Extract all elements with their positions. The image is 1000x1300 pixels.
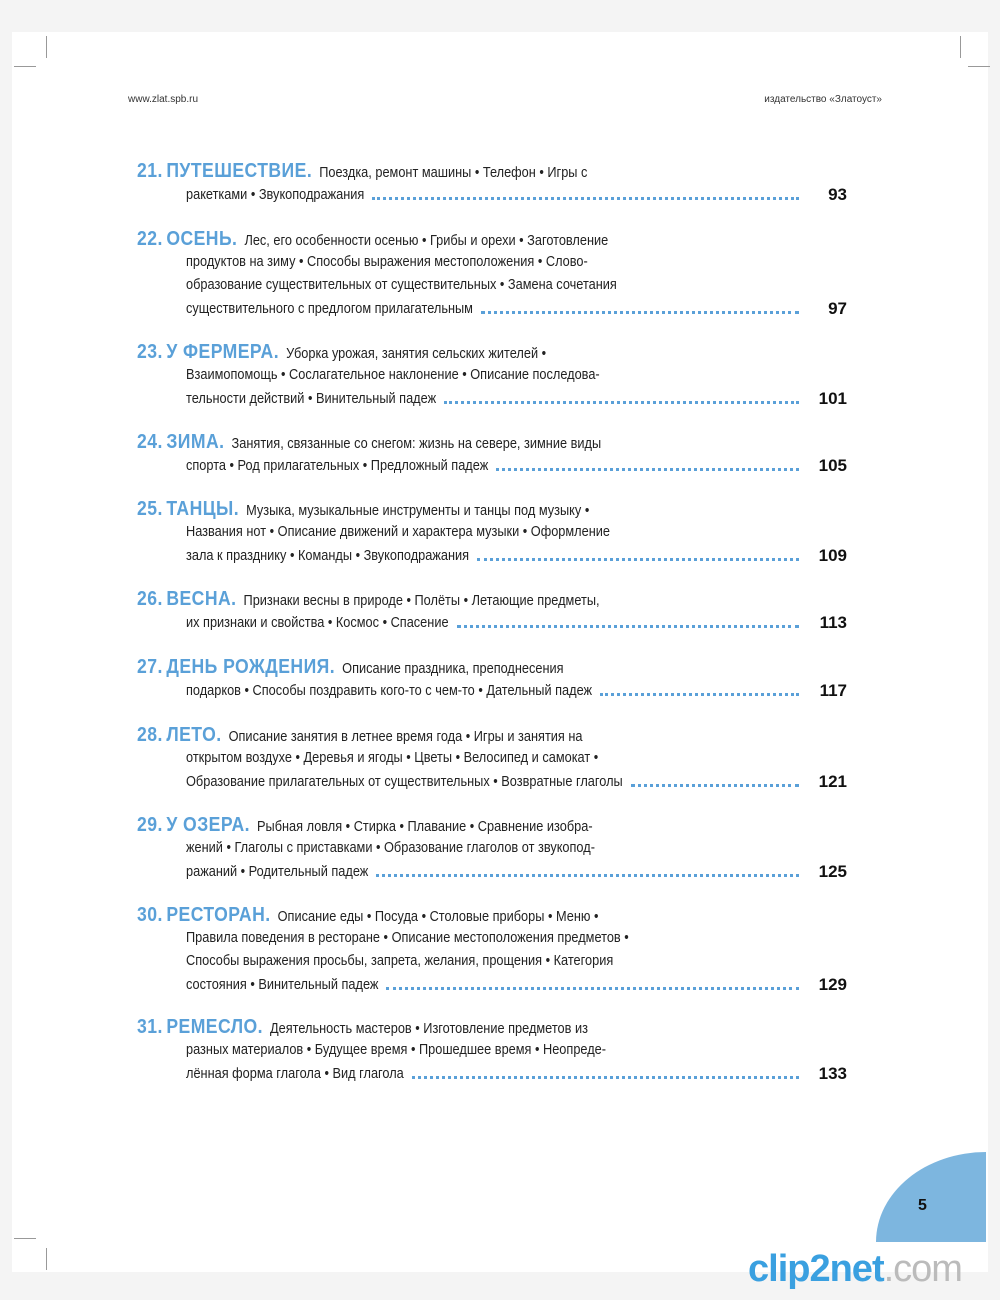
entry-page-number: 101 [818, 388, 847, 408]
entry-page-number: 117 [819, 680, 847, 700]
toc-entry [137, 228, 847, 320]
entry-topics: Взаимопомощь • Сослагательное наклонение • Описание последова- [186, 367, 600, 383]
entry-topics: образование существительных от существительных • Замена сочетания [186, 277, 617, 293]
entry-topics: продуктов на зиму • Способы выражения местоположения • Слово- [186, 254, 588, 270]
entry-page-number: 121 [818, 771, 847, 791]
entry-topics: подарков • Способы поздравить кого-то с чем-то • Дательный падеж [186, 682, 593, 699]
crop-mark [968, 66, 990, 67]
toc-entry [137, 814, 847, 883]
entry-page-number: 133 [818, 1063, 847, 1083]
entry-title: У ОЗЕРА. [166, 814, 250, 836]
toc-entry [137, 160, 847, 206]
entry-title: ПУТЕШЕСТВИЕ. [166, 160, 313, 182]
leader-dots [412, 1076, 799, 1079]
toc-entry [137, 341, 847, 410]
entry-title: РЕСТОРАН. [166, 904, 271, 926]
entry-page-number: 109 [818, 545, 847, 565]
entry-topics: Описание праздника, преподнесения [342, 661, 564, 677]
entry-topics: Описание еды • Посуда • Столовые приборы • Меню • [277, 909, 599, 925]
leader-dots [600, 693, 799, 696]
entry-number: 22. [137, 228, 163, 250]
entry-page-number: 129 [818, 974, 847, 994]
entry-topics: существительного с предлогом прилагательным [186, 300, 473, 317]
page-number: 5 [918, 1197, 927, 1214]
entry-title: ЛЕТО. [166, 724, 222, 746]
entry-topics: спорта • Род прилагательных • Предложный падеж [186, 457, 489, 474]
entry-topics: Способы выражения просьбы, запрета, желания, прощения • Категория [186, 953, 614, 969]
entry-topics: Уборка урожая, занятия сельских жителей • [286, 346, 547, 362]
entry-topics: Музыка, музыкальные инструменты и танцы под музыку • [246, 503, 590, 519]
toc-entry [137, 1016, 847, 1085]
leader-dots [444, 401, 799, 404]
header-publisher: издательство «Златоуст» [764, 94, 882, 105]
toc-entry [137, 588, 847, 634]
entry-title: ЗИМА. [166, 431, 225, 453]
leader-dots [481, 311, 799, 314]
entry-number: 28. [137, 724, 163, 746]
entry-topics: Признаки весны в природе • Полёты • Летающие предметы, [243, 593, 600, 609]
watermark-logo: clip2net.com [748, 1248, 962, 1290]
entry-page-number: 125 [818, 861, 847, 881]
entry-topics: открытом воздухе • Деревья и ягоды • Цветы • Велосипед и самокат • [186, 750, 599, 766]
header-url: www.zlat.spb.ru [128, 94, 199, 105]
crop-mark [14, 66, 36, 67]
entry-topics: Названия нот • Описание движений и характера музыки • Оформление [186, 524, 610, 540]
document-page [12, 32, 988, 1272]
leader-dots [386, 987, 799, 990]
entry-topics: Лес, его особенности осенью • Грибы и орехи • Заготовление [244, 233, 609, 249]
entry-topics: Описание занятия в летнее время года • Игры и занятия на [228, 729, 583, 745]
entry-topics: Рыбная ловля • Стирка • Плавание • Сравнение изобра- [257, 819, 593, 835]
toc-entry [137, 724, 847, 793]
entry-number: 27. [137, 656, 163, 678]
crop-mark [960, 36, 961, 58]
entry-title: ТАНЦЫ. [166, 498, 240, 520]
entry-topics: зала к празднику • Команды • Звукоподражания [186, 547, 470, 564]
entry-number: 24. [137, 431, 163, 453]
entry-page-number: 113 [819, 612, 847, 632]
leader-dots [496, 468, 799, 471]
toc-entry [137, 498, 847, 567]
entry-topics: Занятия, связанные со снегом: жизнь на севере, зимние виды [231, 436, 602, 452]
entry-number: 31. [137, 1016, 163, 1038]
leader-dots [376, 874, 799, 877]
leader-dots [477, 558, 799, 561]
entry-topics: жений • Глаголы с приставками • Образование глаголов от звукопод- [186, 840, 595, 856]
entry-title: ОСЕНЬ. [166, 228, 238, 250]
entry-number: 26. [137, 588, 163, 610]
entry-topics: ракетками • Звукоподражания [186, 186, 365, 203]
entry-topics: ражаний • Родительный падеж [186, 863, 369, 880]
toc-entry [137, 656, 847, 702]
entry-page-number: 105 [818, 455, 847, 475]
crop-mark [46, 36, 47, 58]
toc-entry [137, 904, 847, 996]
entry-topics: тельности действий • Винительный падеж [186, 390, 437, 407]
entry-title: У ФЕРМЕРА. [166, 341, 280, 363]
entry-title: РЕМЕСЛО. [166, 1016, 263, 1038]
entry-page-number: 93 [828, 184, 847, 204]
leader-dots [631, 784, 799, 787]
entry-topics: Поездка, ремонт машины • Телефон • Игры с [319, 165, 588, 181]
toc-entry [137, 431, 847, 477]
entry-topics: разных материалов • Будущее время • Прошедшее время • Неопреде- [186, 1042, 607, 1058]
entry-topics: Образование прилагательных от существительных • Возвратные глаголы [186, 773, 623, 790]
entry-topics: Деятельность мастеров • Изготовление предметов из [270, 1021, 588, 1037]
entry-number: 29. [137, 814, 163, 836]
entry-number: 21. [137, 160, 163, 182]
entry-number: 30. [137, 904, 163, 926]
entry-title: ДЕНЬ РОЖДЕНИЯ. [166, 656, 336, 678]
crop-mark [46, 1248, 47, 1270]
entry-topics: их признаки и свойства • Космос • Спасение [186, 614, 449, 631]
entry-number: 25. [137, 498, 163, 520]
entry-title: ВЕСНА. [166, 588, 237, 610]
entry-number: 23. [137, 341, 163, 363]
entry-page-number: 97 [828, 298, 847, 318]
entry-topics: состояния • Винительный падеж [186, 976, 379, 993]
leader-dots [457, 625, 799, 628]
leader-dots [372, 197, 799, 200]
crop-mark [14, 1238, 36, 1239]
entry-topics: лённая форма глагола • Вид глагола [186, 1065, 404, 1082]
entry-topics: Правила поведения в ресторане • Описание местоположения предметов • [186, 930, 629, 946]
